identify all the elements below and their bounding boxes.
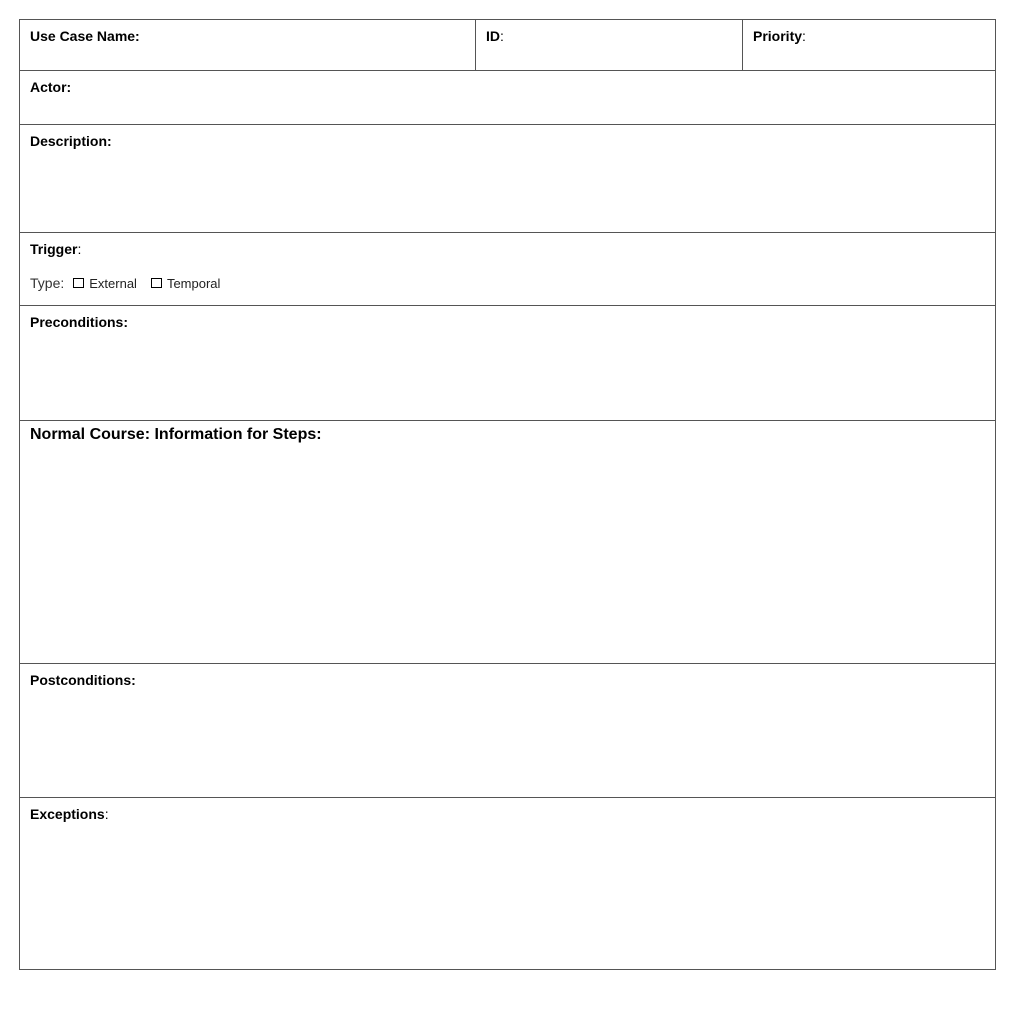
- use-case-form: [19, 19, 996, 970]
- actor-row[interactable]: [20, 71, 995, 125]
- preconditions-label: Preconditions:: [30, 314, 129, 330]
- use-case-name-cell[interactable]: [20, 20, 476, 70]
- trigger-type: [30, 275, 220, 291]
- trigger-row: [20, 233, 995, 306]
- normal-course-row[interactable]: [20, 421, 995, 664]
- postconditions-row[interactable]: [20, 664, 995, 798]
- description-label: Description:: [30, 133, 112, 149]
- external-checkbox[interactable]: [73, 278, 84, 288]
- id-label: ID:: [486, 28, 504, 44]
- external-option-label: External: [89, 275, 137, 291]
- priority-label: Priority:: [753, 28, 806, 44]
- header-row: [20, 20, 995, 71]
- preconditions-row[interactable]: [20, 306, 995, 421]
- trigger-label: Trigger:: [30, 241, 82, 257]
- normal-course-label: Normal Course: Information for Steps:: [30, 426, 322, 443]
- id-cell[interactable]: [475, 20, 743, 70]
- actor-label: Actor:: [30, 79, 72, 95]
- exceptions-label: Exceptions:: [30, 806, 109, 822]
- temporal-option-label: Temporal: [166, 275, 221, 291]
- priority-cell[interactable]: [742, 20, 995, 70]
- trigger-type-label: Type:: [30, 275, 65, 291]
- external-option[interactable]: [73, 276, 137, 291]
- temporal-checkbox[interactable]: [151, 278, 162, 288]
- exceptions-row[interactable]: [20, 798, 995, 969]
- description-row[interactable]: [20, 125, 995, 233]
- use-case-name-label: Use Case Name:: [30, 28, 140, 44]
- temporal-option[interactable]: [151, 276, 220, 291]
- postconditions-label: Postconditions:: [30, 672, 136, 688]
